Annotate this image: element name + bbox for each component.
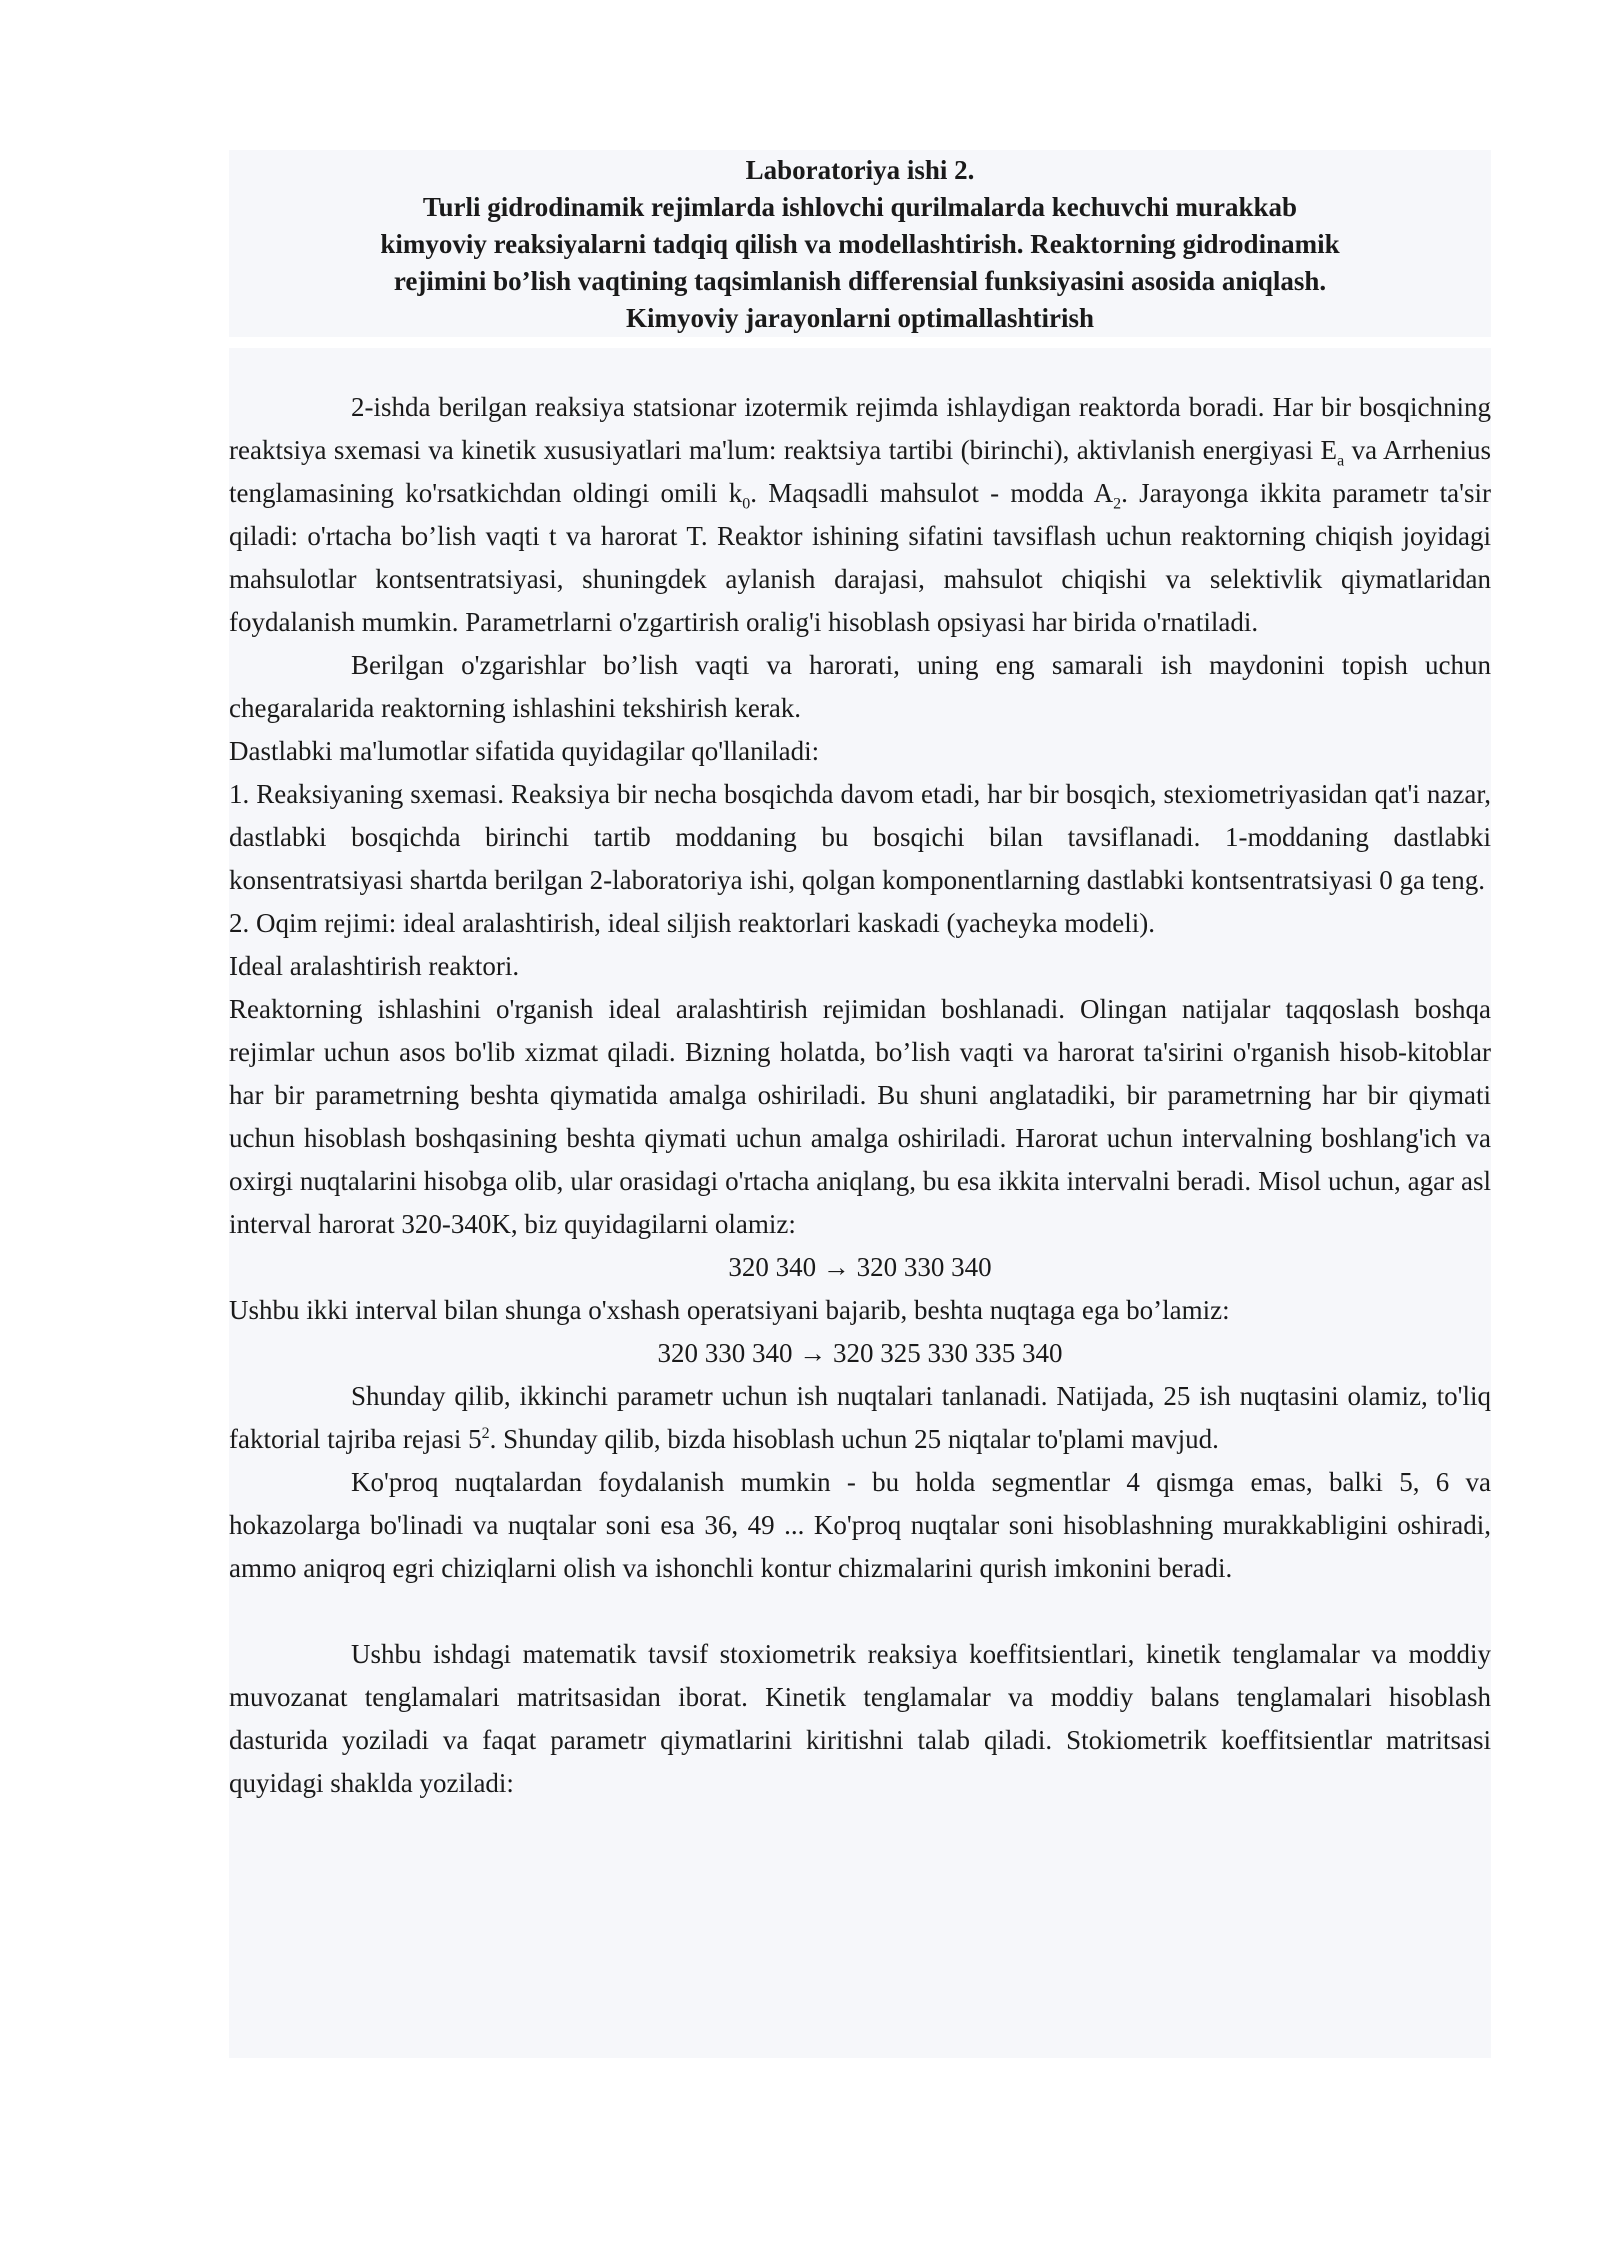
title-block: [229, 150, 1491, 337]
paragraph-intro: 2-ishda berilgan reaksiya statsionar izotermik rejimda ishlaydigan reaktorda boradi. Har bir bosqichning reaktsiya sxemasi va kinetik xususiyatlari ma'lum: reaktsiya tartibi (birinchi), aktivlanish energiyasi $E_a$ va Arrhenius tenglamasining ko'rsatkichdan oldingi omili $k_0$. Maqsadli mahsulot - modda $A_2$. Jarayonga ikkita parametr ta'sir qiladi: o'rtacha bo’lish vaqti t va harorat T. Reaktor ishining sifatini tavsiflash uchun reaktorning chiqish joyidagi mahsulotlar kontsentratsiyasi, shuningdek aylanish darajasi, mahsulot chiqishi va selektivlik qiymatlaridan foydalanish mumkin. Parametrlarni o'zgartirish oralig'i hisoblash opsiyasi har birida o'rnatiladi.: [229, 392, 1491, 637]
topic-line-4: Kimyoviy jarayonlarni optimallashtirish: [625, 303, 1095, 333]
paragraph-five-points: Ushbu ikki interval bilan shunga o'xshash operatsiyani bajarib, beshta nuqtaga ega bo’lamiz:: [229, 1295, 1230, 1325]
equation-interval-1: 320 340 → 320 330 340: [728, 1252, 992, 1282]
subheading-ideal-mixing: Ideal aralashtirish reaktori.: [229, 951, 520, 981]
topic-line-3: rejimini bo’lish vaqtining taqsimlanish differensial funksiyasini asosida aniqlash.: [393, 266, 1327, 296]
paragraph-initial-data: Dastlabki ma'lumotlar sifatida quyidagilar qo'llaniladi:: [229, 736, 820, 766]
list-item-flow-regime: 2. Oqim rejimi: ideal aralashtirish, ideal siljish reaktorlari kaskadi (yacheyka modeli).: [229, 908, 1155, 938]
list-item-reaction-scheme: 1. Reaksiyaning sxemasi. Reaksiya bir necha bosqichda davom etadi, har bir bosqich, stexiometriyasidan qat'i nazar, dastlabki bosqichda birinchi tartib moddaning bu bosqichi bilan tavsiflanadi. 1-moddaning dastlabki konsentratsiyasi shartda berilgan 2-laboratoriya ishi, qolgan komponentlarning dastlabki kontsentratsiyasi 0 ga teng.: [229, 779, 1491, 895]
lab-title: Laboratoriya ishi 2.: [745, 155, 975, 185]
body-text: [229, 348, 1491, 2058]
paragraph-task: Berilgan o'zgarishlar bo’lish vaqti va harorati, uning eng samarali ish maydonini topish uchun chegaralarida reaktorning ishlashini tekshirish kerak.: [229, 650, 1491, 723]
equation-interval-2: 320 330 340 → 320 325 330 335 340: [657, 1338, 1063, 1368]
paragraph-factorial-plan: Shunday qilib, ikkinchi parametr uchun ish nuqtalari tanlanadi. Natijada, 25 ish nuqtasini olamiz, to'liq faktorial tajriba rejasi $5^2$. Shunday qilib, bizda hisoblash uchun 25 niqtalar to'plami mavjud.: [229, 1381, 1491, 1454]
paragraph-ideal-mixing: Reaktorning ishlashini o'rganish ideal aralashtirish rejimidan boshlanadi. Olingan natijalar taqqoslash boshqa rejimlar uchun asos bo'lib xizmat qiladi. Bizning holatda, bo’lish vaqti va harorat ta'sirini o'rganish hisob-kitoblar har bir parametrning beshta qiymatida amalga oshiriladi. Bu shuni anglatadiki, bir parametrning har bir qiymati uchun hisoblash boshqasining beshta qiymati uchun amalga oshiriladi. Harorat uchun intervalning boshlang'ich va oxirgi nuqtalarini hisobga olib, ular orasidagi o'rtacha aniqlang, bu esa ikkita intervalni beradi. Misol uchun, agar asl interval harorat 320-340K, biz quyidagilarni olamiz:: [229, 994, 1491, 1239]
topic-line-1: Turli gidrodinamik rejimlarda ishlovchi qurilmalarda kechuvchi murakkab: [422, 192, 1298, 222]
paragraph-math-description: Ushbu ishdagi matematik tavsif stoxiometrik reaksiya koeffitsientlari, kinetik tenglamalar va moddiy muvozanat tenglamalari matritsasidan iborat. Kinetik tenglamalar va moddiy balans tenglamalari hisoblash dasturida yoziladi va faqat parametr qiymatlarini kiritishni talab qiladi. Stokiometrik koeffitsientlar matritsasi quyidagi shaklda yoziladi:: [229, 1639, 1491, 1798]
paragraph-more-points: Ko'proq nuqtalardan foydalanish mumkin - bu holda segmentlar 4 qismga emas, balki 5, 6 va hokazolarga bo'linadi va nuqtalar soni esa 36, 49 ... Ko'proq nuqtalar soni hisoblashning murakkabligini oshiradi, ammo aniqroq egri chiziqlarni olish va ishonchli kontur chizmalarini qurish imkonini beradi.: [229, 1467, 1491, 1583]
topic-line-2: kimyoviy reaksiyalarni tadqiq qilish va modellashtirish. Reaktorning gidrodinamik: [380, 229, 1340, 259]
